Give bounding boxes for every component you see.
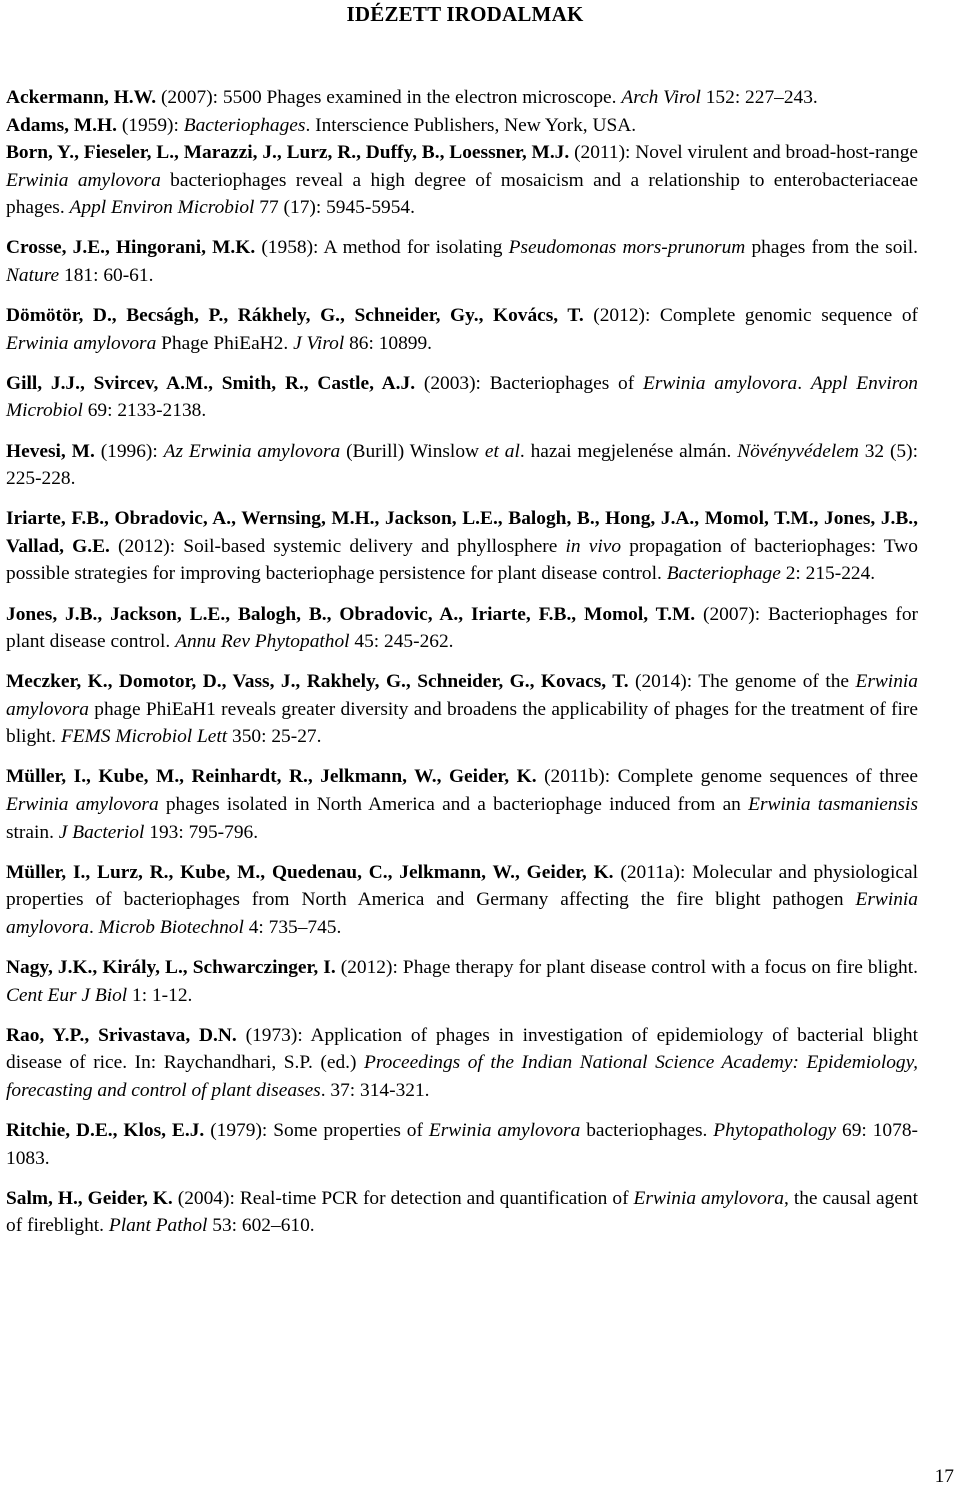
reference-authors: Ackermann, H.W. bbox=[6, 87, 157, 108]
reference-italic-text: J Bacteriol bbox=[58, 821, 145, 843]
reference-entry bbox=[6, 601, 918, 656]
reference-text: 350: 25-27. bbox=[227, 726, 322, 748]
reference-authors: Jones, J.B., Jackson, L.E., Balogh, B., Obradovic, A., Iriarte, F.B., Momol, T.M. bbox=[6, 603, 696, 625]
reference-italic-text: Pseudomonas mors-prunorum bbox=[508, 237, 746, 259]
reference-authors: Gill, J.J., Svircev, A.M., Smith, R., Castle, A.J. bbox=[6, 372, 416, 394]
reference-authors: Müller, I., Kube, M., Reinhardt, R., Jelkmann, W., Geider, K. bbox=[6, 766, 537, 788]
reference-text: 77 (17): 5945-5954. bbox=[254, 197, 415, 219]
reference-text: 152: 227–243. bbox=[700, 87, 818, 108]
reference-text: 32 (5): 225-228. bbox=[6, 440, 918, 490]
reference-italic-text: Appl Environ Microbiol bbox=[69, 197, 255, 219]
reference-entry bbox=[6, 668, 918, 751]
reference-text: 2: 215-224. bbox=[780, 563, 876, 585]
reference-text: 45: 245-262. bbox=[349, 631, 454, 653]
reference-text: . bbox=[88, 916, 99, 938]
reference-italic-text: Erwinia amylovora bbox=[428, 1120, 581, 1141]
reference-text: (1996): bbox=[94, 440, 164, 462]
reference-entry bbox=[6, 112, 918, 140]
reference-text: 181: 60-61. bbox=[59, 265, 154, 287]
reference-text: (Burill) Winslow bbox=[340, 440, 485, 462]
reference-text: 86: 10899. bbox=[344, 332, 433, 354]
reference-text: phages from the soil. bbox=[745, 237, 919, 259]
reference-text: bacteriophages. bbox=[580, 1120, 714, 1141]
reference-text: (1958): A method for isolating bbox=[255, 237, 509, 259]
reference-italic-text: Erwinia amylovora bbox=[633, 1187, 784, 1209]
reference-text: (2007): Bacteriophages for plant disease control. bbox=[6, 603, 918, 653]
reference-text: (2004): Real-time PCR for detection and quantification of bbox=[172, 1187, 634, 1209]
reference-italic-text: Microb Biotechnol bbox=[98, 916, 244, 938]
reference-text: (2003): Bacteriophages of bbox=[415, 372, 643, 394]
reference-entry bbox=[6, 234, 918, 289]
reference-italic-text: Annu Rev Phytopathol bbox=[175, 631, 350, 653]
reference-italic-text: Erwinia amylovora bbox=[6, 671, 918, 720]
reference-entry bbox=[6, 1185, 918, 1240]
reference-text: phage PhiEaH1 reveals greater diversity and broadens the applicability of phages for the treatment of fire blight. bbox=[6, 698, 918, 748]
reference-text: 69: 2133-2138. bbox=[82, 400, 207, 422]
reference-entry bbox=[6, 1117, 918, 1172]
reference-text: (2011): Novel virulent and broad-host-range bbox=[569, 142, 919, 164]
reference-entry bbox=[6, 954, 918, 1009]
reference-italic-text: Cent Eur J Biol bbox=[6, 984, 128, 1006]
reference-entry bbox=[6, 1022, 918, 1105]
reference-text: . hazai megjelenése almán. bbox=[519, 440, 738, 462]
reference-text: . bbox=[797, 372, 811, 394]
reference-text: (1959): bbox=[116, 114, 184, 136]
reference-italic-text: Proceedings of the Indian National Science Academy: Epidemiology, forecasting and control of plant diseases bbox=[6, 1052, 918, 1101]
reference-italic-text: Erwinia amylovora bbox=[6, 794, 159, 816]
reference-entry bbox=[6, 139, 918, 222]
reference-entry bbox=[6, 302, 918, 357]
reference-text: bacteriophages reveal a high degree of mosaicism and a relationship to enterobacteriaceae phages. bbox=[6, 169, 918, 219]
reference-entry bbox=[6, 505, 918, 588]
reference-authors: Iriarte, F.B., Obradovic, A., Wernsing, M.H., Jackson, L.E., Balogh, B., Hong, J.A., Momol, T.M., Jones, J.B., Vallad, G.E. bbox=[6, 508, 918, 557]
reference-entry bbox=[6, 438, 918, 493]
reference-italic-text: Az Erwinia amylovora bbox=[163, 440, 341, 462]
reference-text: . Interscience Publishers, New York, USA. bbox=[305, 114, 637, 136]
reference-italic-text: Phytopathology bbox=[713, 1120, 837, 1141]
reference-entry bbox=[6, 84, 918, 112]
reference-text: 69: 1078-1083. bbox=[6, 1120, 918, 1169]
reference-text: (2012): Complete genomic sequence of bbox=[583, 305, 918, 327]
reference-italic-text: Növényvédelem bbox=[737, 440, 859, 462]
reference-italic-text: Bacteriophage bbox=[666, 563, 781, 585]
reference-authors: Adams, M.H. bbox=[6, 114, 117, 136]
reference-italic-text: J Virol bbox=[293, 332, 345, 354]
reference-text: 193: 795-796. bbox=[144, 821, 259, 843]
reference-text: (2011b): Complete genome sequences of three bbox=[536, 766, 919, 788]
reference-text: (2011a): Molecular and physiological properties of bacteriophages from North America and Germany affecting the fire blight pathogen bbox=[6, 861, 918, 911]
reference-italic-text: FEMS Microbiol Lett bbox=[60, 726, 228, 748]
reference-text: 4: 735–745. bbox=[243, 916, 342, 938]
reference-authors: Müller, I., Lurz, R., Kube, M., Quedenau, C., Jelkmann, W., Geider, K. bbox=[6, 861, 614, 883]
reference-authors: Rao, Y.P., Srivastava, D.N. bbox=[6, 1024, 237, 1046]
reference-authors: Hevesi, M. bbox=[6, 440, 95, 462]
reference-authors: Nagy, J.K., Király, L., Schwarczinger, I. bbox=[6, 957, 336, 979]
reference-text: 1: 1-12. bbox=[127, 984, 193, 1006]
reference-text: (2012): Soil-based systemic delivery and phyllosphere bbox=[109, 535, 566, 557]
reference-authors: Dömötör, D., Becságh, P., Rákhely, G., Schneider, Gy., Kovács, T. bbox=[6, 305, 584, 327]
reference-italic-text: Erwinia amylovora bbox=[6, 169, 161, 191]
reference-list bbox=[6, 84, 918, 1252]
reference-italic-text: Arch Virol bbox=[621, 87, 701, 108]
reference-italic-text: Appl Environ Microbiol bbox=[6, 372, 918, 422]
reference-text: propagation of bacteriophages: Two possible strategies for improving bacteriophage persistence for plant disease control. bbox=[6, 535, 918, 585]
reference-italic-text: Nature bbox=[6, 265, 60, 287]
reference-authors: Salm, H., Geider, K. bbox=[6, 1187, 173, 1209]
reference-italic-text: Erwinia amylovora bbox=[642, 372, 798, 394]
reference-entry bbox=[6, 370, 918, 425]
reference-text: 53: 602–610. bbox=[207, 1215, 315, 1237]
page-title: IDÉZETT IRODALMAK bbox=[346, 2, 584, 26]
reference-authors: Ritchie, D.E., Klos, E.J. bbox=[6, 1120, 205, 1141]
reference-text: (1973): Application of phages in investigation of epidemiology of bacterial blight disease of rice. In: Raychandhari, S.P. (ed.) bbox=[6, 1024, 919, 1074]
reference-authors: Meczker, K., Domotor, D., Vass, J., Rakhely, G., Schneider, G., Kovacs, T. bbox=[6, 671, 629, 693]
reference-entry bbox=[6, 859, 918, 942]
reference-italic-text: Erwinia tasmaniensis bbox=[748, 794, 918, 816]
reference-authors: Born, Y., Fieseler, L., Marazzi, J., Lurz, R., Duffy, B., Loessner, M.J. bbox=[6, 142, 570, 164]
reference-italic-text: Bacteriophages bbox=[183, 114, 306, 136]
reference-text: . 37: 314-321. bbox=[320, 1079, 430, 1101]
reference-text: Phage PhiEaH2. bbox=[156, 332, 294, 354]
reference-text: , the causal agent of fireblight. bbox=[6, 1187, 918, 1237]
reference-text: (1979): Some properties of bbox=[204, 1120, 429, 1141]
reference-text: strain. bbox=[6, 821, 59, 843]
reference-italic-text: et al bbox=[484, 440, 520, 462]
page-number: 17 bbox=[934, 1466, 954, 1487]
reference-text: (2012): Phage therapy for plant disease control with a focus on fire blight. bbox=[335, 957, 918, 979]
reference-italic-text: Erwinia amylovora bbox=[6, 332, 157, 354]
reference-authors: Crosse, J.E., Hingorani, M.K. bbox=[6, 237, 256, 259]
reference-entry bbox=[6, 763, 918, 846]
reference-italic-text: in vivo bbox=[565, 535, 622, 557]
reference-italic-text: Plant Pathol bbox=[108, 1215, 208, 1237]
reference-italic-text: Erwinia amylovora bbox=[6, 889, 918, 938]
reference-text: (2014): The genome of the bbox=[628, 671, 856, 693]
reference-text: phages isolated in North America and a bacteriophage induced from an bbox=[158, 794, 749, 816]
reference-text: (2007): 5500 Phages examined in the electron microscope. bbox=[156, 87, 622, 108]
